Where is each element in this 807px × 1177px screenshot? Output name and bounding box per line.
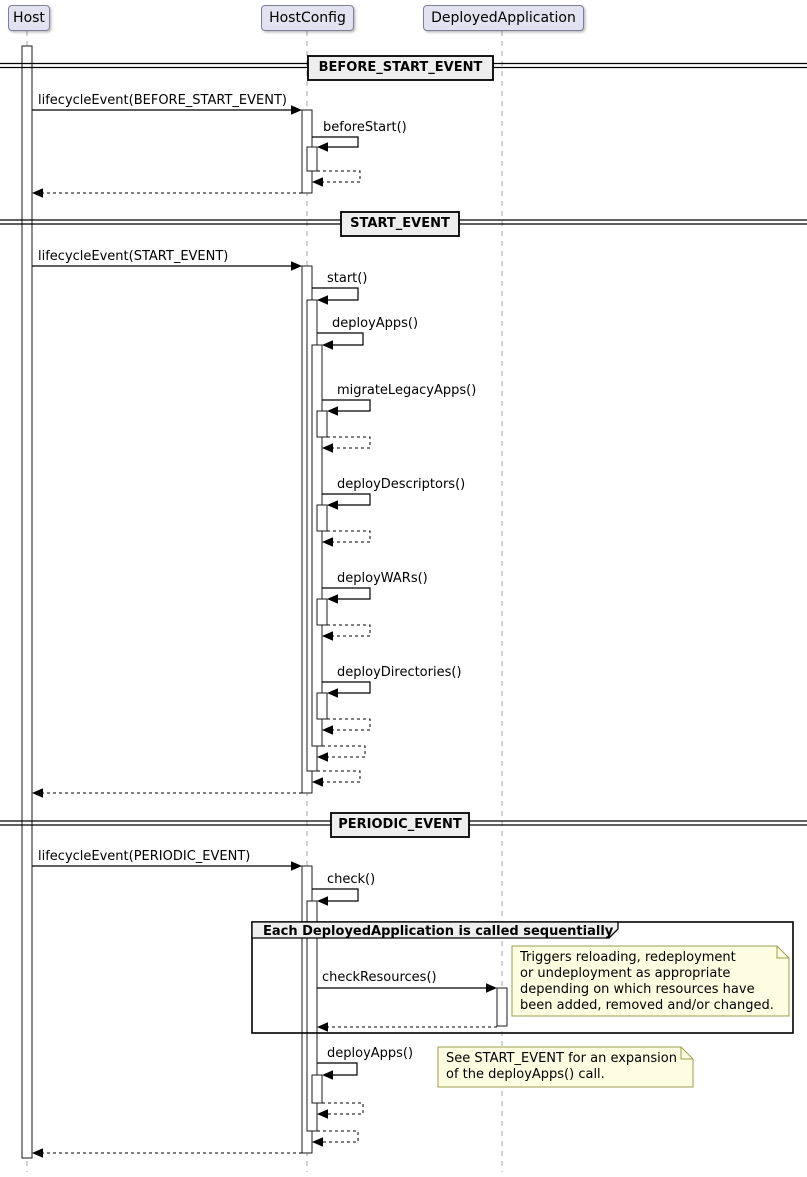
divider-start-event: START_EVENT: [350, 216, 450, 231]
arrow-beforestart-self: [312, 137, 358, 147]
message-start: start(): [327, 271, 368, 286]
arrow-migratelegacyapps-self: [322, 400, 370, 411]
arrowhead: [327, 500, 338, 510]
note-line: of the deployApps() call.: [446, 1067, 605, 1082]
arrowhead: [327, 406, 338, 416]
return-deployapps-periodic: [322, 1103, 363, 1114]
arrow-check-self: [312, 889, 358, 901]
message-deploydirectories: deployDirectories(): [337, 665, 462, 680]
return-migratelegacyapps: [327, 437, 370, 448]
arrowhead: [291, 861, 302, 871]
arrowhead: [317, 295, 328, 305]
arrowhead: [32, 788, 43, 798]
arrowhead: [312, 1137, 323, 1147]
deploydescriptors-activation: [317, 505, 327, 531]
arrowhead: [327, 594, 338, 604]
beforestart-activation: [307, 147, 317, 171]
note-line: been added, removed and/or changed.: [520, 998, 774, 1013]
arrowhead: [327, 688, 338, 698]
message-migratelegacyapps: migrateLegacyApps(): [337, 383, 477, 398]
arrowhead: [486, 983, 497, 993]
arrow-deploywars-self: [322, 588, 370, 599]
arrowhead: [291, 105, 302, 115]
deployedapplication-activation: [497, 988, 507, 1026]
lifelines: [27, 31, 502, 1172]
participant-host-label: Host: [13, 10, 45, 26]
divider-boxes: [308, 56, 493, 837]
arrowhead: [317, 142, 328, 152]
divider-before-start-event: BEFORE_START_EVENT: [318, 60, 483, 75]
return-deployapps: [322, 746, 365, 757]
arrowhead: [322, 725, 333, 735]
arrowhead: [322, 1070, 333, 1080]
message-deployapps-periodic: deployApps(): [327, 1046, 414, 1061]
arrowhead: [322, 537, 333, 547]
deploydirectories-activation: [317, 693, 327, 719]
message-lifecycle-before-start: lifecycleEvent(BEFORE_START_EVENT): [38, 93, 287, 108]
arrow-deploydescriptors-self: [322, 494, 370, 505]
host-activation: [22, 46, 32, 1158]
arrow-deployapps-periodic-self: [317, 1063, 357, 1075]
arrow-deployapps-self: [317, 333, 363, 345]
message-beforestart: beforeStart(): [323, 120, 407, 135]
participant-host: [8, 5, 50, 31]
participant-hostconfig-label: HostConfig: [269, 10, 346, 26]
arrowhead: [32, 188, 43, 198]
arrowhead: [317, 1022, 328, 1032]
arrowhead: [291, 261, 302, 271]
message-check: check(): [327, 872, 376, 887]
migratelegacyapps-activation: [317, 411, 327, 437]
return-beforestart: [317, 171, 360, 182]
return-check: [317, 1131, 358, 1142]
message-deploydescriptors: deployDescriptors(): [337, 477, 466, 492]
arrowhead: [322, 631, 333, 641]
note-line: Triggers reloading, redeployment: [520, 950, 736, 965]
return-deploydescriptors: [327, 531, 370, 542]
arrowhead: [317, 896, 328, 906]
arrow-deploydirectories-self: [322, 682, 370, 693]
arrowhead: [317, 1109, 328, 1119]
divider-lines: [0, 64, 807, 826]
note-line: See START_EVENT for an expansion: [446, 1051, 677, 1066]
message-lifecycle-start: lifecycleEvent(START_EVENT): [38, 249, 229, 264]
deployapps-activation: [312, 345, 322, 746]
deploywars-activation: [317, 599, 327, 625]
return-deploywars: [327, 625, 370, 636]
message-deploywars: deployWARs(): [337, 571, 428, 586]
arrowhead: [322, 340, 333, 350]
arrow-start-self: [312, 288, 358, 300]
arrowhead: [32, 1148, 43, 1158]
note-line: depending on which resources have: [520, 982, 755, 997]
arrowhead: [317, 752, 328, 762]
participant-hostconfig: [261, 5, 354, 31]
participant-deployedapplication-label: DeployedApplication: [431, 10, 576, 26]
group-label: Each DeployedApplication is called sequentially: [263, 924, 614, 939]
divider-periodic-event: PERIODIC_EVENT: [338, 817, 462, 832]
note-line: or undeployment as appropriate: [520, 966, 731, 981]
deployapps-periodic-activation: [312, 1075, 322, 1103]
participant-deployedapplication: [423, 5, 584, 31]
return-deploydirectories: [327, 719, 370, 730]
arrowhead: [312, 177, 323, 187]
message-checkresources: checkResources(): [322, 970, 437, 985]
message-deployapps: deployApps(): [332, 316, 419, 331]
return-start: [317, 771, 360, 782]
message-lifecycle-periodic: lifecycleEvent(PERIODIC_EVENT): [38, 849, 251, 864]
arrowhead: [322, 443, 333, 453]
arrowhead: [312, 777, 323, 787]
